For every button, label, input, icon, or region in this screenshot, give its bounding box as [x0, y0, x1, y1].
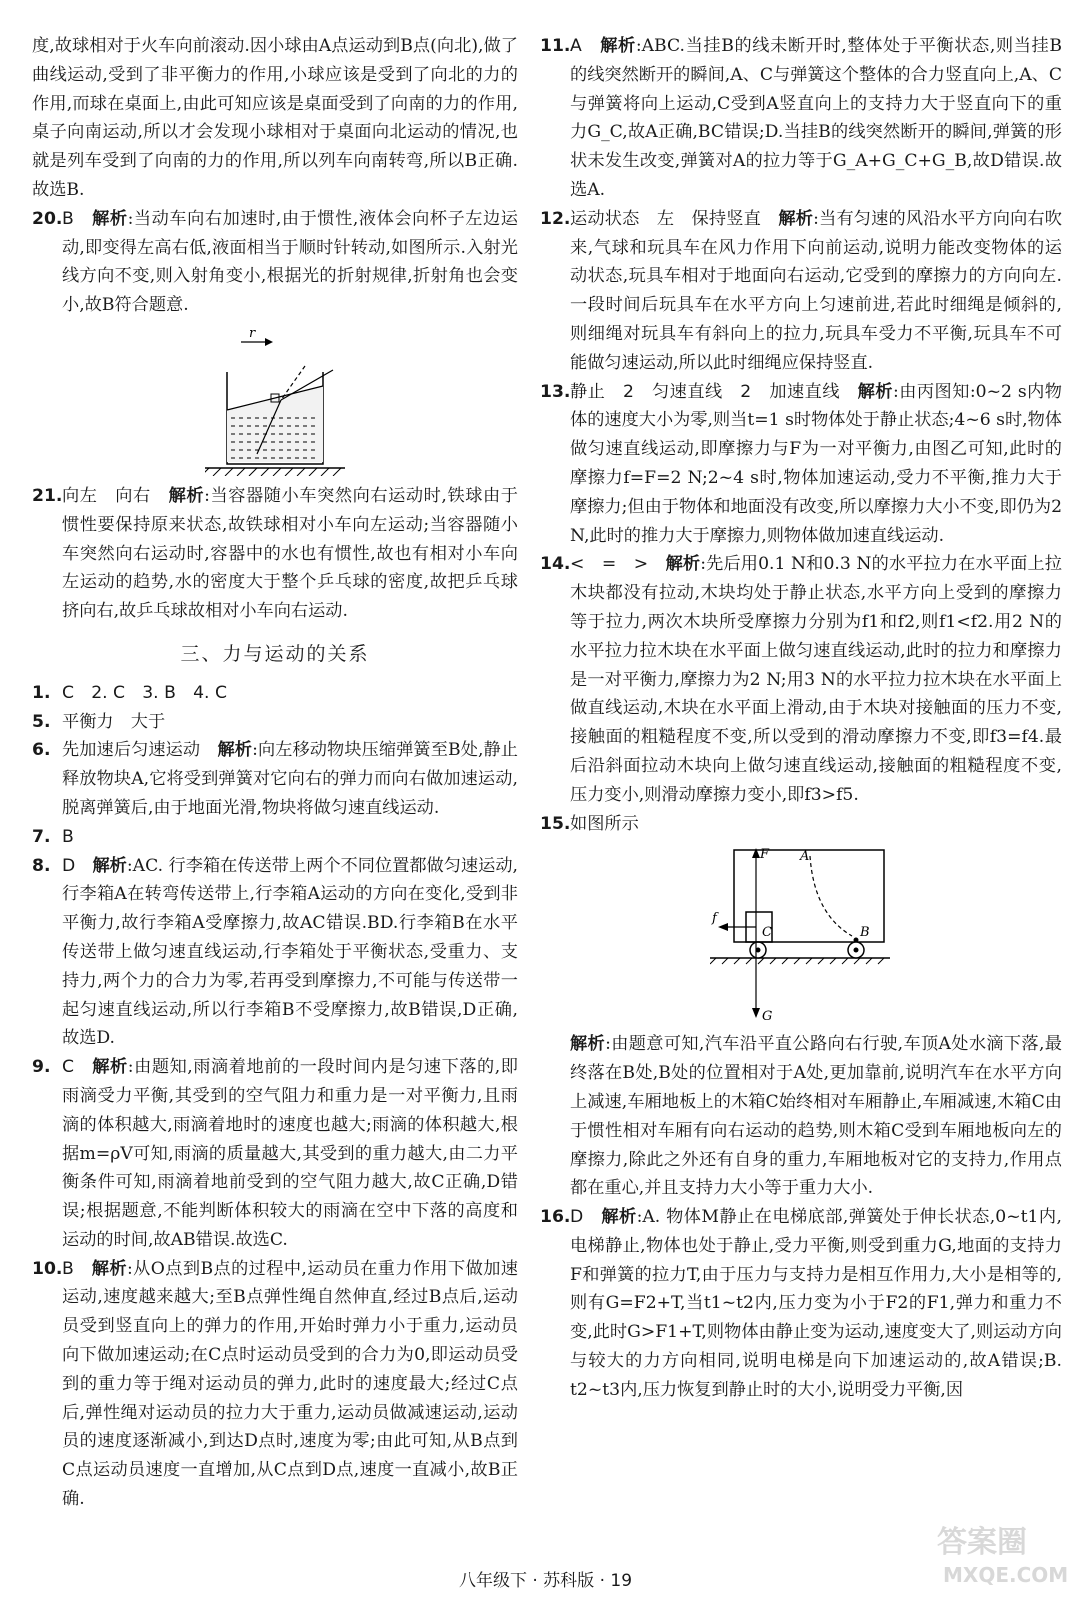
analysis-text: :A. 物体M静止在电梯底部,弹簧处于伸长状态,0~t1内,电梯静止,物体也处于静止,受力平衡,则受到重力G,地面的支持力F和弹簧的拉力T,由于压力与支持力是相互作用力,大小是相等的,则有G=F2+T,当t1~t2内,压力变为小于F2的F1,弹力和重力不变,此时G>F1+T,则物体由静止变为运动,速度变大了,则运动方向与较大的力方向相同,说明电梯是向下加速运动的,故A错误;B. t2~t3内,压力恢复到静止时的大小,说明受力平衡,因	[570, 1207, 1062, 1400]
analysis-text: :由题知,雨滴着地前的一段时间内是匀速下落的,即雨滴受力平衡,其受到的空气阻力和重力是一对平衡力,且雨滴的体积越大,雨滴着地时的速度也越大;雨滴的体积越大,根据m=ρV可知,雨滴的质量越大,其受到的重力越大,由二力平衡条件可知,雨滴着地前受到的空气阻力越大,故C正确,D错误;根据题意,不能判断体积较大的雨滴在空中下落的高度和运动的时间,故AB错误.故选C.	[62, 1057, 518, 1250]
answer-choice: < = >	[570, 554, 649, 575]
analysis-text: :当有匀速的风沿水平方向向右吹来,气球和玩具车在风力作用下向前运动,说明力能改变物体的运动状态,玩具车相对于地面向右运动,它受到的摩擦力的方向向左.一段时间后玩具车在水平方向上匀速前进,若此时细绳是倾斜的,则细绳对玩具车有斜向上的拉力,玩具车受力不平衡,玩具车不可能做匀速运动,所以此时细绳应保持竖直.	[570, 208, 1062, 373]
answer-choice: A	[570, 36, 582, 56]
analysis-text: :当动车向右加速时,由于惯性,液体会向杯子左边运动,即变得左高右低,液面相当于顺时针转动,如图所示.入射光线方向不变,则入射角变小,根据光的折射规律,折射角也会变小,故B符合题意.	[62, 208, 518, 316]
answer-text: B	[62, 826, 74, 847]
answer-choice: C	[62, 1057, 75, 1078]
label-C: C	[762, 925, 772, 941]
label-A: A	[800, 849, 810, 865]
answer-number: 15.	[540, 813, 571, 834]
analysis-label: 解析	[600, 36, 636, 56]
cup-refraction-figure	[205, 326, 345, 476]
section-title: 三、力与运动的关系	[180, 642, 370, 665]
answer-number: 13.	[540, 381, 571, 402]
answer-7	[32, 823, 518, 852]
answer-10	[32, 1255, 518, 1514]
answer-number: 20.	[32, 208, 63, 229]
answer-choice: 先加速后匀速运动	[62, 740, 201, 761]
answer-21	[32, 482, 518, 626]
analysis-text: :由题意可知,汽车沿平直公路向右行驶,车顶A处水滴下落,最终落在B处,B处的位置相对于A处,更加靠前,说明汽车在水平方向上减速,车厢地板上的木箱C始终相对车厢静止,车厢减速,木箱C由于惯性相对车厢有向右运动的趋势,则木箱C受到车厢地板向左的摩擦力,除此之外还有自身的重力,车厢地板对它的支持力,作用点都在重心,并且支持力大小等于重力大小.	[570, 1034, 1062, 1199]
answer-8	[32, 852, 518, 1054]
answer-number: 5.	[32, 711, 51, 732]
figure-velocity-label: r	[249, 325, 256, 341]
answer-text: 如图所示	[570, 813, 639, 834]
answer-9	[32, 1053, 518, 1255]
answer-12	[540, 205, 1062, 378]
answer-5	[32, 708, 518, 737]
answer-6	[32, 736, 518, 822]
answer-choice: D	[62, 855, 76, 876]
answer-number: 11.	[540, 36, 571, 56]
analysis-text: :由丙图知:0~2 s内物体的速度大小为零,则当t=1 s时物体处于静止状态;4~6 s时,物体做匀速直线运动,即摩擦力与F为一对平衡力,由图乙可知,此时的摩擦力f=F=2 N;2~4 s时,物体加速运动,受力不平衡,推力大于摩擦力;但由于物体和地面没有改变,所以摩擦力大小不变,即仍为2 N,此时的推力大于摩擦力,则物体做加速直线运动.	[570, 381, 1062, 546]
analysis-label: 解析	[92, 1057, 128, 1078]
answer-choice: D	[570, 1207, 584, 1228]
truck-force-figure	[710, 844, 890, 1024]
answer-number: 10.	[32, 1258, 63, 1279]
answer-number: 6.	[32, 740, 51, 761]
answer-choice: 静止 2 匀速直线 2 加速直线	[570, 381, 840, 402]
answer-number: 7.	[32, 826, 51, 847]
analysis-text: :从O点到B点的过程中,运动员在重力作用下做加速运动,速度越来越大;至B点弹性绳自然伸直,经过B点后,运动员受到竖直向上的弹力的作用,开始时弹力小于重力,运动员向下做加速运动;在C点时运动员受到的合力为0,即运动员受到的重力等于绳对运动员的弹力,此时的速度最大;经过C点后,弹性绳对运动员的拉力大于重力,运动员做减速运动,运动员的速度逐渐减小,到达D点时,速度为零;由此可知,从B点到C点运动员速度一直增加,从C点到D点,速度一直减小,故B正确.	[62, 1258, 518, 1510]
watermark-text: 答案圈	[937, 1525, 1027, 1560]
analysis-label: 解析	[665, 554, 701, 575]
right-column	[540, 32, 1062, 1405]
analysis-text: :AC. 行李箱在传送带上两个不同位置都做匀速运动,行李箱A在转弯传送带上,行李箱A运动的方向在变化,受到非平衡力,故行李箱A受摩擦力,故AC错误.BD.行李箱B在水平传送带上做匀速直线运动,行李箱处于平衡状态,受重力、支持力,两个力的合力为零,若再受到摩擦力,不可能与传送带一起匀速直线运动,所以行李箱B不受摩擦力,故B错误,D正确,故选D.	[62, 855, 518, 1049]
answer-choice: B	[62, 1258, 74, 1279]
left-column	[32, 32, 518, 1514]
page-footer: 八年级下 · 苏科版 · 19	[458, 1571, 633, 1591]
answer-15-analysis	[540, 1030, 1062, 1203]
label-F: F	[760, 847, 770, 863]
analysis-label: 解析	[217, 740, 253, 761]
analysis-text: :先后用0.1 N和0.3 N的水平拉力在水平面上拉木块都没有拉动,木块均处于静止状态,水平方向上受到的摩擦力等于拉力,两次木块所受摩擦力分别为f1和f2,则f1<f2.用2 N的水平拉力拉木块在水平面上做匀速直线运动,此时的拉力和摩擦力是一对平衡力,摩擦力为2 N;用3 N的水平拉力拉木块在水平面上做直线运动,木块在水平面上滑动,由于木块对接触面的压力不变,接触面的粗糙程度不变,所以受到的滑动摩擦力不变,即f3=f4.最后沿斜面拉动木块向上做匀速直线运动,接触面的粗糙程度不变,压力变小,则滑动摩擦力变小,即f3>f5.	[570, 554, 1062, 805]
answer-number: 8.	[32, 855, 51, 876]
answer-13	[540, 378, 1062, 551]
analysis-text: :ABC.当挂B的线未断开时,整体处于平衡状态,则当挂B的线突然断开的瞬间,A、C与弹簧这个整体的合力竖直向上,A、C与弹簧将向上运动,C受到A竖直向上的支持力大于竖直向下的重力G_C,故A正确,BC错误;D.当挂B的线突然断开的瞬间,弹簧的形状未发生改变,弹簧对A的拉力等于G_A+G_C+G_B,故D错误.故选A.	[570, 36, 1062, 200]
q19-continuation: 度,故球相对于火车向前滚动.因小球由A点运动到B点(向北),做了曲线运动,受到了非平衡力的作用,小球应该是受到了向北的力的作用,而球在桌面上,由此可知应该是桌面受到了向南的力的作用,桌子向南运动,所以才会发现小球相对于桌面向北运动的情况,也就是列车受到了向南的力的作用,所以列车向南转弯,所以B正确.故选B.	[32, 36, 518, 200]
analysis-text: :向左移动物块压缩弹簧至B处,静止释放物块A,它将受到弹簧对它向右的弹力而向右做加速运动,脱离弹簧后,由于地面光滑,物块将做匀速直线运动.	[62, 740, 518, 818]
analysis-label: 解析	[778, 208, 814, 229]
analysis-label: 解析	[92, 208, 128, 229]
answer-text: 平衡力 大于	[62, 711, 166, 732]
analysis-label: 解析	[168, 485, 205, 506]
watermark-url: MXQE.COM	[943, 1563, 1069, 1587]
answer-text: C 2. C 3. B 4. C	[62, 682, 227, 703]
answer-14	[540, 550, 1062, 809]
label-G: G	[762, 1009, 773, 1025]
analysis-label: 解析	[857, 381, 893, 402]
answer-16	[540, 1203, 1062, 1405]
label-B: B	[860, 925, 870, 941]
answer-number: 14.	[540, 554, 571, 575]
analysis-text: :当容器随小车突然向右运动时,铁球由于惯性要保持原来状态,故铁球相对小车向左运动;当容器随小车突然向右运动时,容器中的水也有惯性,故也有相对小车向左运动的趋势,水的密度大于整个乒乓球的密度,故把乒乓球挤向右,故乒乓球故相对小车向右运动.	[62, 485, 518, 622]
analysis-label: 解析	[91, 1258, 127, 1279]
answer-15	[540, 810, 1062, 839]
answer-1-4	[32, 679, 518, 708]
analysis-label: 解析	[601, 1207, 637, 1228]
analysis-label: 解析	[92, 855, 127, 876]
answer-number: 9.	[32, 1057, 51, 1078]
answer-20	[32, 205, 518, 320]
answer-number: 16.	[540, 1207, 571, 1228]
answer-number: 21.	[32, 485, 63, 506]
answer-choice: B	[62, 208, 74, 229]
watermark-logo	[927, 1512, 1077, 1592]
answer-choice: 运动状态 左 保持竖直	[570, 208, 761, 229]
analysis-label: 解析	[570, 1034, 606, 1055]
answer-choice: 向左 向右	[62, 485, 151, 506]
answer-11	[540, 32, 1062, 205]
label-f: f	[712, 911, 717, 927]
answer-number: 1.	[32, 682, 51, 703]
answer-number: 12.	[540, 208, 571, 229]
